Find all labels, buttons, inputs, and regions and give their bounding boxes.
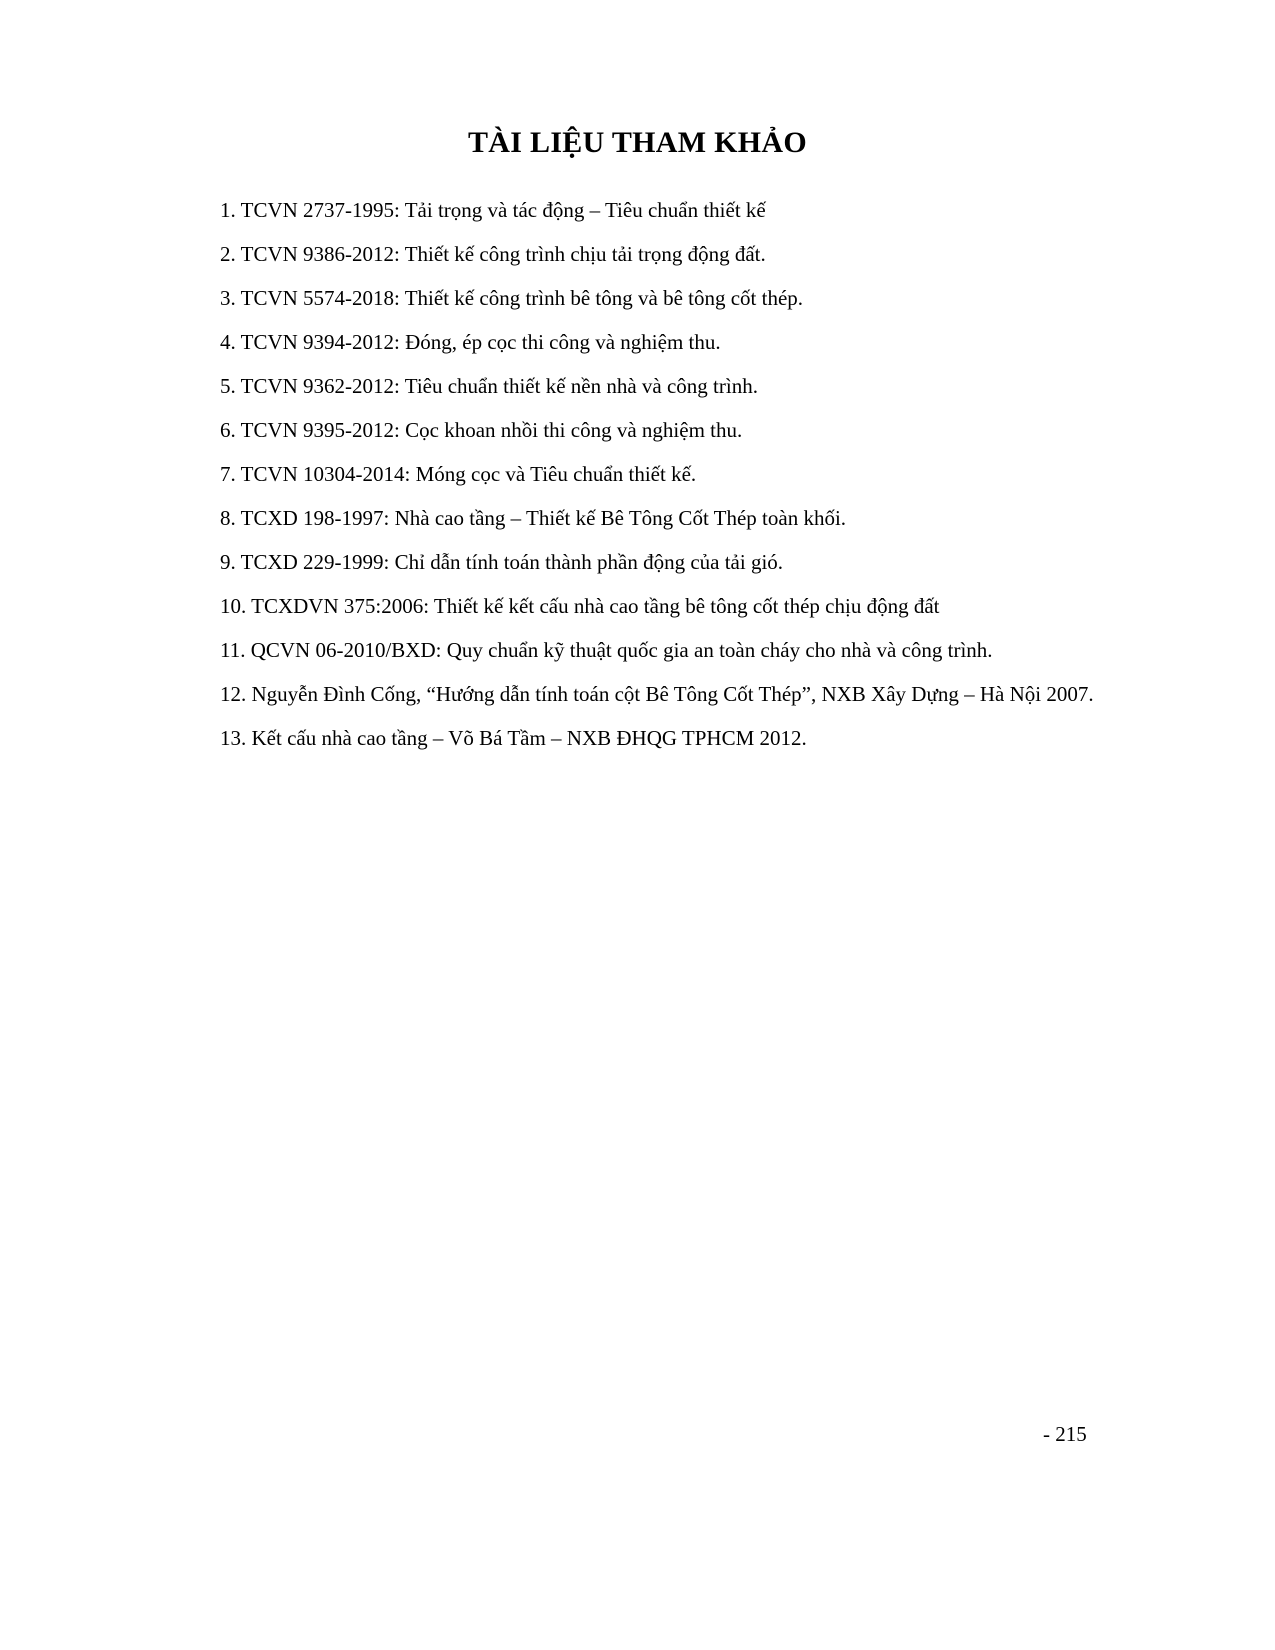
reference-item: 2. TCVN 9386-2012: Thiết kế công trình chịu tải trọng động đất. [220,242,766,266]
reference-item: 12. Nguyễn Đình Cống, “Hướng dẫn tính toán cột Bê Tông Cốt Thép”, NXB Xây Dựng – Hà Nội 2007. [220,682,1094,706]
reference-list [220,188,1100,760]
page-number: - 215 [1043,1422,1087,1446]
reference-item: 9. TCXD 229-1999: Chỉ dẫn tính toán thành phần động của tải gió. [220,550,784,574]
reference-item: 7. TCVN 10304-2014: Móng cọc và Tiêu chuẩn thiết kế. [220,462,697,486]
reference-item: 5. TCVN 9362-2012: Tiêu chuẩn thiết kế nền nhà và công trình. [220,374,758,398]
page-title: TÀI LIỆU THAM KHẢO [467,126,808,159]
reference-item: 4. TCVN 9394-2012: Đóng, ép cọc thi công và nghiệm thu. [220,330,721,354]
reference-item: 3. TCVN 5574-2018: Thiết kế công trình bê tông và bê tông cốt thép. [220,286,804,310]
reference-item: 8. TCXD 198-1997: Nhà cao tầng – Thiết kế Bê Tông Cốt Thép toàn khối. [220,506,847,530]
reference-item: 13. Kết cấu nhà cao tầng – Võ Bá Tầm – NXB ĐHQG TPHCM 2012. [220,726,807,750]
reference-item: 6. TCVN 9395-2012: Cọc khoan nhồi thi công và nghiệm thu. [220,418,743,442]
reference-item: 11. QCVN 06-2010/BXD: Quy chuẩn kỹ thuật quốc gia an toàn cháy cho nhà và công trình. [220,638,993,662]
reference-item: 10. TCXDVN 375:2006: Thiết kế kết cấu nhà cao tầng bê tông cốt thép chịu động đất [220,594,940,618]
reference-item: 1. TCVN 2737-1995: Tải trọng và tác động – Tiêu chuẩn thiết kế [220,198,766,222]
